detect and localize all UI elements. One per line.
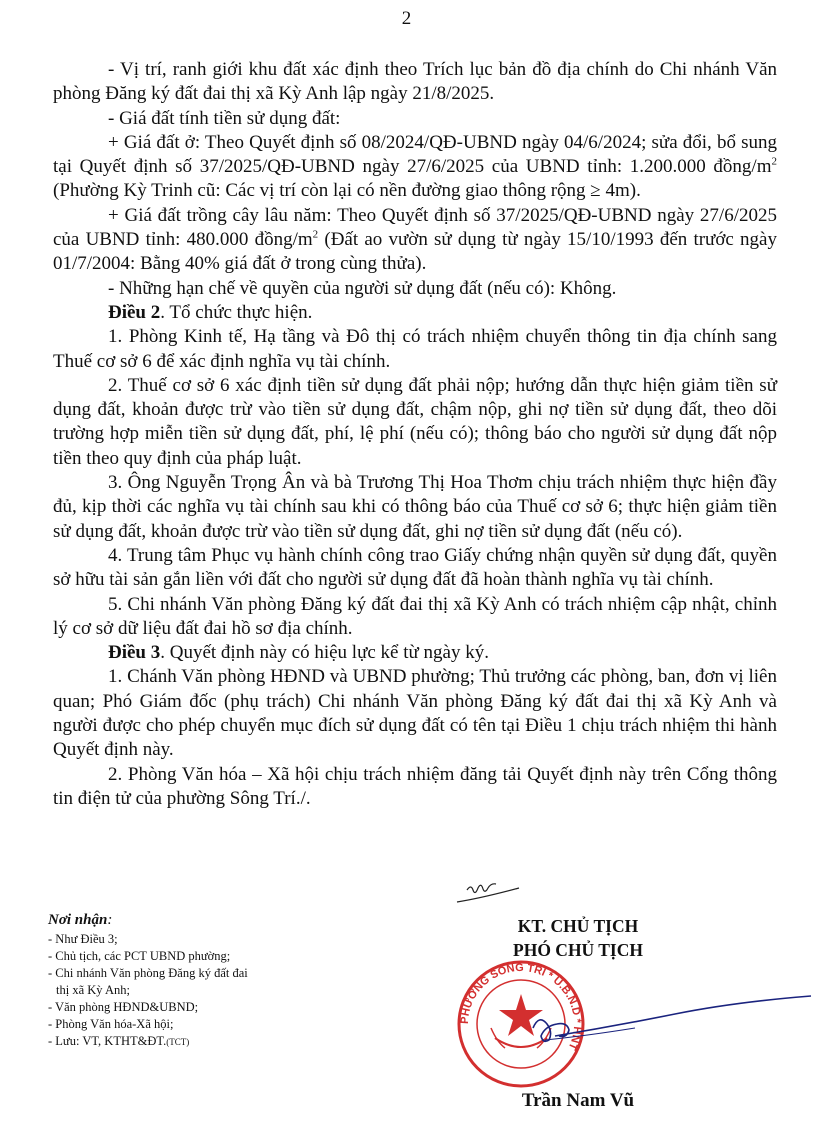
superscript: 2 — [312, 228, 319, 241]
text-segment: + Giá đất trồng cây lâu năm: Theo Quyết định số 37/2025/QĐ-UBND ngày 27/6/2025 của UBND tỉnh: 480.000 đồng/m — [53, 204, 777, 251]
text-segment: (Phường Kỳ Trinh cũ: Các vị trí còn lại có nền đường giao thông rộng ≥ 4m). — [53, 180, 641, 202]
paragraph: 4. Trung tâm Phục vụ hành chính công trao Giấy chứng nhận quyền sử dụng đất, quyền sở hữu tài sản gắn liền với đất cho người sử dụng đất đã hoàn thành nghĩa vụ tài chính. — [53, 544, 777, 591]
recipient-archive: - Lưu: VT, KTHT&ĐT. — [48, 1034, 167, 1048]
article-heading — [53, 641, 777, 665]
paragraph: - Vị trí, ranh giới khu đất xác định theo Trích lục bản đồ địa chính do Chi nhánh Văn phòng Đăng ký đất đai thị xã Kỳ Anh lập ngày 21/8/2025. — [53, 59, 777, 105]
paragraph: 3. Ông Nguyễn Trọng Ân và bà Trương Thị Hoa Thơm chịu trách nhiệm thực hiện đầy đủ, kịp thời các nghĩa vụ tài chính sau khi có thông báo của Thuế cơ sở 6; thực hiện giảm tiền sử dụng đất, khoản được trừ vào tiền sử dụng đất, ghi nợ tiền sử dụng đất (nếu có). — [53, 472, 777, 542]
recipients-block — [48, 912, 348, 1051]
initials-mark — [447, 880, 527, 910]
page-number: 2 — [401, 8, 412, 29]
signature-subtitle: PHÓ CHỦ TỊCH — [513, 940, 643, 960]
paragraph — [53, 204, 777, 277]
signature-block — [448, 914, 708, 962]
text-segment: + Giá đất ở: Theo Quyết định số 08/2024/QĐ-UBND ngày 04/6/2024; sửa đổi, bổ sung tại Quyết định số 37/2025/QĐ-UBND ngày 27/6/2025 của UBND tỉnh: 1.200.000 đồng/m — [53, 131, 777, 178]
paragraph: 2. Thuế cơ sở 6 xác định tiền sử dụng đất phải nộp; hướng dẫn thực hiện giảm tiền sử dụng đất, khoản được trừ vào tiền sử dụng đất, chậm nộp, ghi nợ tiền sử dụng đất, theo dõi trường hợp miễn tiền sử dụng đất, phí, lệ phí (nếu có); thông báo cho người sử dụng đất nộp tiền theo quy định của pháp luật. — [53, 374, 777, 469]
signer-name: Trần Nam Vũ — [521, 1090, 635, 1111]
recipient-item: - Chi nhánh Văn phòng Đăng ký đất đai — [48, 966, 248, 980]
recipient-item: - Phòng Văn hóa-Xã hội; — [48, 1017, 174, 1031]
svg-text:PHƯỜNG SÔNG TRÍ * U.B.N.D * HN: PHƯỜNG SÔNG TRÍ * U.B.N.D * HNT — [458, 961, 584, 1052]
document-body — [53, 58, 777, 811]
recipient-tct: (TCT) — [166, 1037, 190, 1047]
article-heading — [53, 301, 777, 325]
recipient-item: thị xã Kỳ Anh; — [56, 983, 130, 997]
recipients-label: Nơi nhận — [48, 912, 108, 928]
article-title: . Quyết định này có hiệu lực kể từ ngày ký. — [160, 642, 489, 664]
recipient-item: - Như Điều 3; — [48, 932, 118, 946]
article-label: Điều 3 — [108, 642, 161, 664]
article-title: . Tổ chức thực hiện. — [160, 301, 313, 323]
signature-title: KT. CHỦ TỊCH — [517, 916, 639, 936]
article-label: Điều 2 — [108, 301, 161, 323]
paragraph: 1. Chánh Văn phòng HĐND và UBND phường; Thủ trưởng các phòng, ban, đơn vị liên quan; Phó Giám đốc (phụ trách) Chi nhánh Văn phòng Đăng ký đất đai thị xã Kỳ Anh và người được cho phép chuyển mục đích sử dụng đất có tên tại Điều 1 chịu trách nhiệm thi hành Quyết định này. — [53, 666, 777, 761]
paragraph: 2. Phòng Văn hóa – Xã hội chịu trách nhiệm đăng tải Quyết định này trên Cổng thông tin điện tử của phường Sông Trí./. — [53, 763, 777, 809]
paragraph: 1. Phòng Kinh tế, Hạ tầng và Đô thị có trách nhiệm chuyển thông tin địa chính sang Thuế cơ sở 6 để xác định nghĩa vụ tài chính. — [53, 326, 777, 372]
recipient-item: - Chủ tịch, các PCT UBND phường; — [48, 949, 231, 963]
handwritten-signature — [525, 990, 813, 1050]
paragraph: - Giá đất tính tiền sử dụng đất: — [108, 107, 341, 129]
text-segment: (Đất ao vườn sử dụng từ ngày 15/10/1993 đến trước ngày 01/7/2004: Bằng 40% giá đất ở trong cùng thửa). — [53, 229, 777, 275]
recipients-title — [48, 912, 348, 929]
superscript: 2 — [771, 155, 777, 168]
recipients-colon: : — [107, 912, 113, 928]
recipient-item — [48, 1033, 348, 1051]
recipient-item: - Văn phòng HĐND&UBND; — [48, 1000, 199, 1014]
paragraph: - Những hạn chế về quyền của người sử dụng đất (nếu có): Không. — [108, 277, 617, 299]
paragraph — [53, 131, 777, 204]
paragraph: 5. Chi nhánh Văn phòng Đăng ký đất đai thị xã Kỳ Anh có trách nhiệm cập nhật, chỉnh lý cơ sở dữ liệu đất đai hồ sơ địa chính. — [53, 593, 777, 639]
